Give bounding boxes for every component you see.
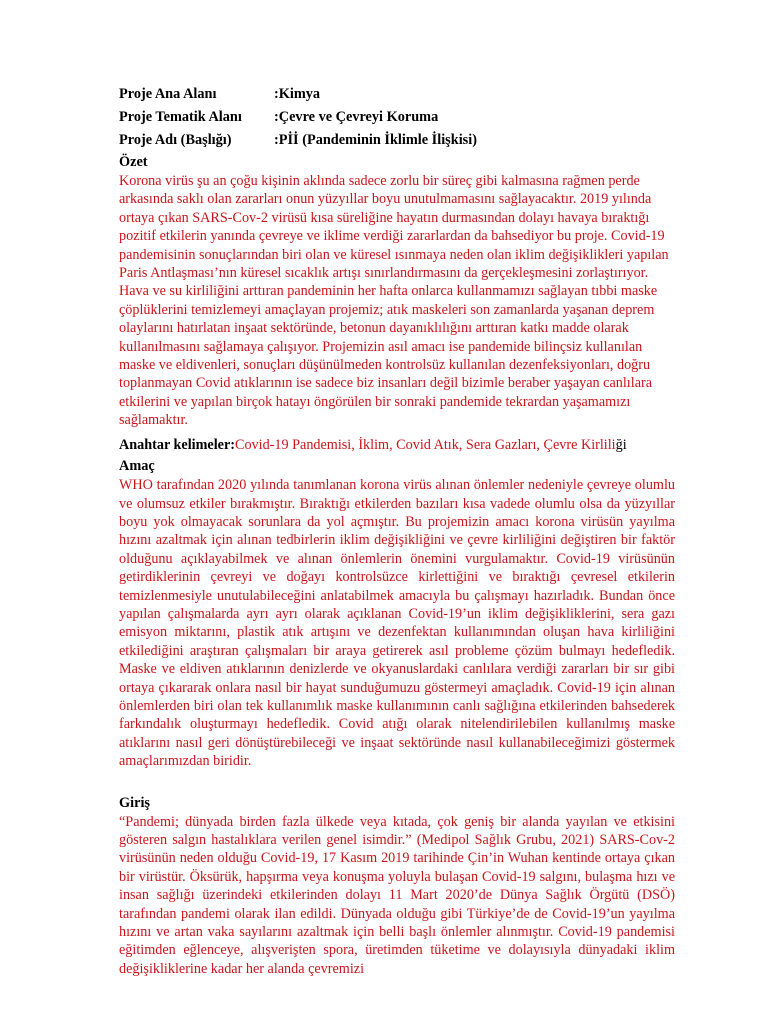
summary-body: Korona virüs şu an çoğu kişinin aklında sadece zorlu bir süreç gibi kalmasına rağmen perde arkasında saklı olan zararları onun yüzyıllar boyu unutulmamasını sağlayacaktır. 2019 yılında ortaya çıkan SARS-Cov-2 virüsü kısa süreliğine hayatın durmasından dolayı havaya bıraktığı pozitif etkilerin yanında çevreye ve iklime verdiği zararlardan da bahsediyor bu proje. Covid-19 pandemisinin sonuçlarından biri olan ve küresel ısınmaya neden olan iklim değişiklikleri yapılan Paris Antlaşması’nın küresel sıcaklık artışı sınırlandırmasını da gerçekleşmesini zorlaştırıyor. Hava ve su kirliliğini arttıran pandeminin her hafta onlarca kullanmamızı sağlayan tıbbi maske çöplüklerini temizlemeyi amaçlayan projemiz; atık maskeleri son zamanlarda yaşanan deprem olaylarını hatırlatan inşaat sektöründe, betonun dayanıklılığını arttıran katkı madde olarak kullanılmasını sağlamaya çalışıyor. Projemizin asıl amacı ise pandemide bilinçsiz kullanılan maske ve eldivenleri, sonuçları düşünülmeden kontrolsüz kullanılan dezenfeksiyonları, doğru toplanmayan Covid atıklarının ise sadece biz insanları değil bizimle beraber yaşayan canlılara etkilerini ve yapılan birçok hatayı öngörülen bir sonraki pandemide tekrardan yaşamamızı sağlamaktır. <box>119 173 669 429</box>
meta-row-thematic-area <box>119 106 675 129</box>
document-page <box>119 83 675 978</box>
meta-label: Proje Tematik Alanı <box>119 109 242 125</box>
meta-label: Proje Ana Alanı <box>119 86 217 102</box>
meta-row-project-title <box>119 129 675 152</box>
keywords-text: Covid-19 Pandemisi, İklim, Covid Atık, Sera Gazları, Çevre Kirlili <box>234 436 616 453</box>
meta-value: :Pİİ (Pandeminin İklimle İlişkisi) <box>274 132 477 148</box>
summary-heading: Özet <box>119 154 148 170</box>
meta-label: Proje Adı (Başlığı) <box>119 132 232 148</box>
keywords-line <box>119 436 675 454</box>
meta-row-main-area <box>119 83 675 106</box>
intro-heading: Giriş <box>119 794 150 811</box>
keywords-tail: ği <box>615 436 627 453</box>
meta-value: :Çevre ve Çevreyi Koruma <box>274 109 439 125</box>
aim-heading: Amaç <box>119 458 155 475</box>
summary-text <box>119 172 675 430</box>
aim-text: WHO tarafından 2020 yılında tanımlanan korona virüs alınan önlemler nedeniyle çevreye olumlu ve olumsuz etkiler bırakmıştır. Bıraktığı etkilerden bazıları kısa vadede olumlu olsa da yüzyıllar boyu yok olmayacak sorunlara da yol açmıştır. Bu projemizin amacı korona virüsün yayılma hızını azaltmak için alınan tedbirlerin iklim değişikliğini ve çevre kirliliğini değiştiren bir faktör olduğunu açıklayabilmek ve alınan önlemlerin önemini vurgulamaktır. Covid-19 virüsünün getirdiklerinin çevreyi ve doğayı kontrolsüzce kirlettiğini ve bıraktığı çevresel etkilerin temizlenmesiyle unutulabileceğini anlatabilmek amacıyla bu çalışmayı hazırladık. Bundan önce yapılan çalışmalarda ayrı ayrı olarak açıklanan Covid-19’un iklim değişikliklerini, sera gazı emisyon miktarını, plastik atık artışını ve dezenfektan kullanımından oluşan hava kirliliğini etkilediğini araştıran çalışmaları bir araya getirerek asıl probleme çözüm bulmayı hedefledik. Maske ve eldiven atıklarının denizlerde ve okyanuslardaki canlılara verdiği zararları bir sır gibi ortaya çıkararak onlara nasıl bir hayat sunduğumuzu göstermeyi amaçladık. Covid-19 için alınan önlemlerden biri olan tek kullanımlık maske kullanımının canlı sağlığına etkilerinden bahsederek farkındalık oluşturmayı hedefledik. Covid atığı olarak nitelendirilebilen kullanılmış maske atıklarını nasıl geri dönüştürebileceği ve inşaat sektöründe nasıl kullanabileceğimizi göstermek amaçlarımızdan biridir. <box>119 477 675 770</box>
intro-text: “Pandemi; dünyada birden fazla ülkede veya kıtada, çok geniş bir alanda yayılan ve etkisini gösteren salgın hastalıklara verilen genel isimdir.” (Medipol Sağlık Grubu, 2021) SARS-Cov-2 virüsünün neden olduğu Covid-19, 17 Kasım 2019 tarihinde Çin’in Wuhan kentinde ortaya çıkan bir virüstür. Öksürük, hapşırma veya konuşma yoluyla bulaşan Covid-19 salgını, bulaşma hızı ve insan sağlığı üzerindeki etkilerinden dolayı 11 Mart 2020’de Dünya Sağlık Örgütü (DSÖ) tarafından pandemi olarak ilan edildi. Dünyada olduğu gibi Türkiye’de de Covid-19’un yayılma hızını ve artan vaka sayılarını azaltmak için belli başlı önlemler alınmıştır. Covid-19 pandemisi eğitimden eğlenceye, alışverişten spora, üretimden tüketime ve dolayısıyla dünyadaki iklim değişikliklerine kadar her alanda çevremizi <box>119 813 675 977</box>
keywords-label: Anahtar kelimeler: <box>119 436 235 453</box>
meta-value: :Kimya <box>274 86 321 102</box>
